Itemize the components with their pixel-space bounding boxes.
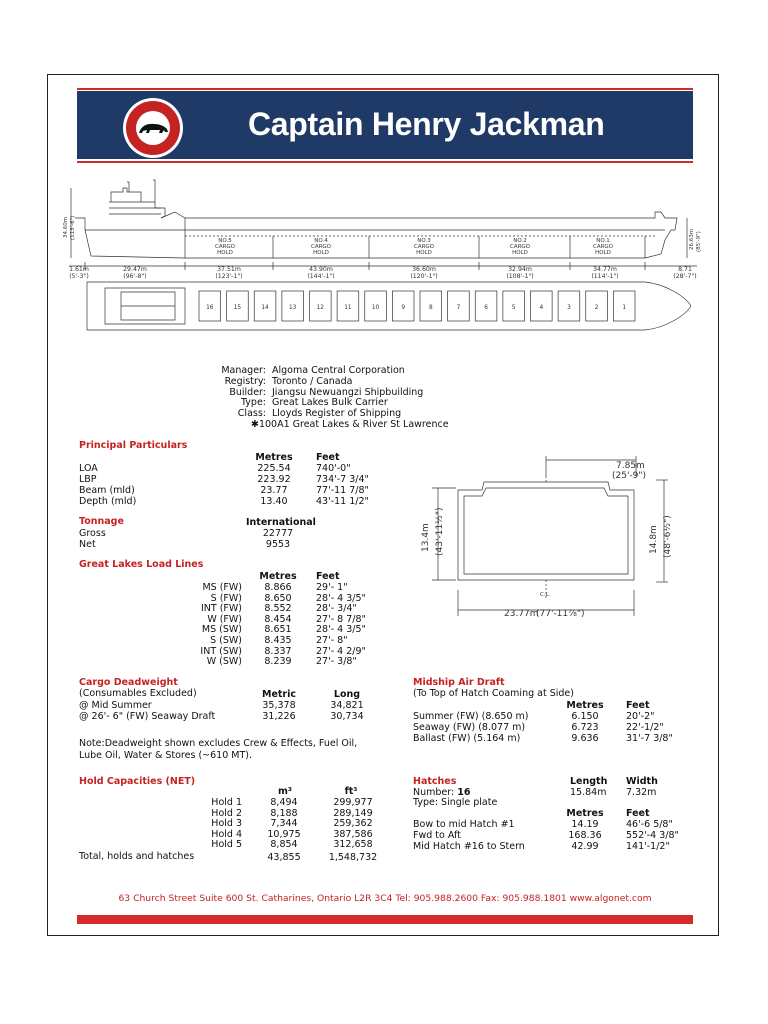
height-left-ft: (113'-6") — [70, 215, 76, 240]
loadline-row-label: INT (SW) — [200, 645, 242, 657]
deadweight-row-metric: 35,378 — [262, 700, 296, 711]
hatch-number: 16 — [206, 305, 214, 311]
loadlines-col-feet: Feet — [316, 571, 340, 582]
hold-row-m3: 8,188 — [270, 807, 298, 819]
tonnage-heading: Tonnage — [79, 516, 124, 527]
dim-5: 32.94m — [508, 266, 532, 273]
holds-heading: Hold Capacities (NET) — [79, 776, 196, 787]
hatch-number: 1 — [622, 305, 627, 311]
hatches-col-feet: Feet — [626, 808, 650, 819]
airdraft-heading: Midship Air Draft — [413, 677, 505, 688]
hold-row-m3: 8,494 — [270, 797, 298, 808]
manager-value: Algoma Central Corporation — [272, 365, 405, 376]
hatch-row-feet: 46'-6 5/8" — [626, 819, 673, 830]
deadweight-col-metric: Metric — [261, 689, 296, 700]
hold-row-ft3: 299,977 — [333, 797, 373, 808]
airdraft-col-metres: Metres — [566, 700, 604, 711]
hold-row-label: Hold 1 — [211, 797, 242, 808]
hold-row-label: Hold 2 — [211, 807, 242, 819]
hatch-number: 12 — [316, 305, 325, 311]
dim-2: 37.51m — [217, 266, 241, 273]
dim-6: 34.77m — [593, 266, 617, 273]
loadline-row-label: MS (FW) — [202, 582, 242, 593]
hold-label-3: NO.3 — [417, 238, 431, 244]
hatches-number-label: Number: — [413, 787, 458, 798]
hold-sub-hold: HOLD — [217, 250, 233, 256]
hold-sub-cargo: CARGO — [413, 244, 435, 250]
hatch-number: 10 — [371, 305, 380, 311]
deadweight-heading: Cargo Deadweight — [79, 677, 178, 688]
airdraft-row-feet: 22'-1/2" — [626, 722, 664, 733]
hold-row-ft3: 259,362 — [333, 818, 373, 830]
hatches-number-value: 16 — [457, 787, 471, 798]
deadweight-row-label: @ 26'- 6" (FW) Seaway Draft — [79, 711, 216, 722]
loadline-row-feet: 28'- 4 3/5" — [316, 624, 366, 636]
hold-row-m3: 8,854 — [270, 839, 298, 851]
hold-sub-cargo: CARGO — [214, 244, 236, 250]
hatch-row-feet: 141'-1/2" — [626, 841, 670, 852]
tonnage-row-label: Gross — [79, 528, 106, 539]
loadline-row-metres: 8.650 — [264, 592, 292, 604]
tonnage-col: International — [246, 517, 316, 528]
type-label: Type: — [240, 397, 266, 408]
dim-2-ft: (123'-1") — [215, 273, 243, 280]
principal-row-label: Beam (mld) — [79, 485, 135, 496]
loadline-row-feet: 27'- 4 2/9" — [316, 645, 366, 657]
loadline-row-feet: 27'- 8 7/8" — [316, 613, 366, 625]
dim-left: 1.61m — [69, 266, 89, 273]
loadline-row-metres: 8.866 — [264, 582, 292, 593]
deadweight-row-long: 30,734 — [330, 711, 364, 722]
hold-sub-hold: HOLD — [595, 250, 611, 256]
dim-5-ft: (108'-1") — [506, 273, 534, 280]
dim-right-ft: (28'-7") — [673, 273, 697, 280]
loadline-row-feet: 27'- 3/8" — [316, 656, 357, 668]
hold-label-5: NO.5 — [218, 238, 232, 244]
section-left: 13.4m — [421, 523, 431, 552]
class-extra: ✱100A1 Great Lakes & River St Lawrence — [251, 419, 449, 430]
midship-section-drawing — [412, 452, 692, 624]
hatches-heading: Hatches — [413, 776, 457, 787]
height-left: 34.60m — [63, 216, 69, 238]
manager-label: Manager: — [221, 365, 266, 376]
loadline-row-feet: 29'- 1" — [316, 582, 348, 593]
loadline-row-label: MS (SW) — [201, 624, 242, 636]
ship-profile-drawing — [65, 178, 701, 338]
principal-row-metres: 225.54 — [257, 463, 291, 474]
hatch-row-feet: 552'-4 3/8" — [626, 830, 679, 841]
hatch-row-metres: 14.19 — [571, 819, 599, 830]
hold-sub-hold: HOLD — [416, 250, 432, 256]
dim-3-ft: (144'-1") — [307, 273, 335, 280]
hatches-width: 7.32m — [626, 787, 657, 798]
banner-bottom-rule — [77, 161, 693, 163]
hatch-number: 2 — [594, 305, 599, 311]
hatch-row-metres: 42.99 — [571, 841, 599, 852]
footer-address: 63 Church Street Suite 600 St. Catharines, Ontario L2R 3C4 Tel: 905.988.2600 Fax: 905.988.1801 www.algonet.com — [118, 893, 652, 904]
loadline-row-metres: 8.454 — [264, 613, 292, 625]
hatch-row-label: Mid Hatch #16 to Stern — [413, 841, 525, 852]
class-label: Class: — [237, 408, 266, 419]
tonnage-row-label: Net — [79, 539, 96, 550]
principal-row-metres: 13.40 — [260, 496, 288, 507]
principal-row-metres: 223.92 — [257, 474, 291, 485]
hold-sub-cargo: CARGO — [310, 244, 332, 250]
loadline-row-metres: 8.239 — [264, 656, 292, 668]
airdraft-row-feet: 31'-7 3/8" — [626, 733, 673, 744]
dim-left-ft: (5'-3") — [69, 273, 89, 280]
hold-row-ft3: 289,149 — [333, 807, 373, 819]
principal-col-feet: Feet — [316, 452, 340, 463]
principal-row-feet: 77'-11 7/8" — [316, 485, 369, 496]
hatch-number: 15 — [233, 305, 242, 311]
section-left-ft: (43'-11½") — [435, 507, 445, 556]
hatch-number: 11 — [344, 305, 352, 311]
section-right: 14.8m — [649, 525, 659, 554]
loadline-row-label: W (SW) — [206, 656, 242, 668]
airdraft-sub: (To Top of Hatch Coaming at Side) — [413, 688, 574, 699]
loadline-row-label: S (FW) — [210, 592, 242, 604]
height-right-ft: (85'-9") — [696, 231, 702, 252]
hold-sub-cargo: CARGO — [509, 244, 531, 250]
loadline-row-metres: 8.552 — [264, 603, 292, 615]
hold-sub-hold: HOLD — [313, 250, 329, 256]
loadline-row-label: W (FW) — [207, 613, 242, 625]
hatch-row-label: Fwd to Aft — [413, 830, 461, 841]
registry-label: Registry: — [224, 376, 266, 387]
deadweight-note-2: Lube Oil, Water & Stores (~610 MT). — [79, 750, 252, 761]
section-top: 7.85m — [616, 461, 645, 471]
type-value: Great Lakes Bulk Carrier — [272, 397, 388, 408]
page-title: Captain Henry Jackman — [248, 106, 605, 142]
principal-row-metres: 23.77 — [260, 485, 288, 496]
dim-6-ft: (114'-1") — [591, 273, 619, 280]
hold-row-m3: 10,975 — [267, 828, 301, 840]
principal-row-label: LOA — [79, 463, 98, 474]
hold-label-2: NO.2 — [513, 238, 527, 244]
airdraft-row-feet: 20'-2" — [626, 711, 655, 722]
principal-row-label: Depth (mld) — [79, 496, 137, 507]
principal-heading: Principal Particulars — [79, 440, 188, 451]
builder-value: Jiangsu Newuangzi Shipbuilding — [272, 387, 424, 398]
airdraft-row-label: Ballast (FW) (5.164 m) — [413, 733, 521, 744]
class-value: Lloyds Register of Shipping — [272, 408, 402, 419]
registry-value: Toronto / Canada — [272, 376, 353, 387]
hatch-row-label: Bow to mid Hatch #1 — [413, 819, 515, 830]
dim-1: 29.47m — [123, 266, 147, 273]
dim-1-ft: (96'-8") — [123, 273, 147, 280]
section-bottom: 23.77m — [504, 609, 539, 619]
hatch-number: 6 — [484, 305, 488, 311]
airdraft-row-label: Seaway (FW) (8.077 m) — [413, 722, 526, 733]
hatches-col-metres: Metres — [566, 808, 604, 819]
banner-top-rule — [77, 88, 693, 90]
loadline-row-metres: 8.651 — [264, 624, 292, 636]
airdraft-row-metres: 9.636 — [571, 733, 599, 744]
holds-total-ft3: 1,548,732 — [328, 852, 378, 863]
hold-row-ft3: 387,586 — [333, 828, 373, 840]
loadline-row-feet: 28'- 3/4" — [316, 603, 357, 615]
dim-4-ft: (120'-1") — [410, 273, 438, 280]
tonnage-row-value: 9553 — [265, 539, 291, 550]
hold-row-m3: 7,344 — [270, 818, 298, 830]
airdraft-row-metres: 6.150 — [571, 711, 599, 722]
hold-sub-hold: HOLD — [512, 250, 528, 256]
hold-sub-cargo: CARGO — [592, 244, 614, 250]
hatch-number: 5 — [511, 305, 516, 311]
loadline-row-label: S (SW) — [210, 635, 242, 646]
deadweight-sub: (Consumables Excluded) — [79, 688, 197, 699]
deadweight-row-long: 34,821 — [330, 700, 364, 711]
hold-row-label: Hold 3 — [211, 818, 242, 830]
principal-row-feet: 740'-0" — [316, 463, 351, 474]
section-right-ft: (48'-6½") — [663, 515, 673, 558]
airdraft-row-label: Summer (FW) (8.650 m) — [413, 711, 529, 722]
airdraft-col-feet: Feet — [626, 700, 650, 711]
loadline-row-label: INT (FW) — [200, 603, 242, 615]
hatch-number: 9 — [401, 305, 406, 311]
section-top-ft: (25'-9") — [612, 471, 647, 481]
tonnage-row-value: 22777 — [262, 528, 294, 539]
dim-3: 43.90m — [309, 266, 333, 273]
footer-rule — [77, 915, 693, 924]
loadlines-col-metres: Metres — [259, 571, 297, 582]
loadlines-heading: Great Lakes Load Lines — [79, 559, 204, 570]
hatch-number: 13 — [288, 305, 297, 311]
hatch-row-metres: 168.36 — [568, 830, 602, 841]
deadweight-note-1: Note:Deadweight shown excludes Crew & Effects, Fuel Oil, — [79, 738, 358, 749]
principal-row-feet: 734'-7 3/4" — [316, 474, 369, 485]
loadline-row-metres: 8.435 — [264, 635, 292, 646]
hold-row-ft3: 312,658 — [333, 839, 373, 851]
hatches-length: 15.84m — [570, 787, 607, 798]
hold-label-4: NO.4 — [314, 238, 328, 244]
hatches-type: Type: Single plate — [413, 797, 498, 808]
hatch-number: 14 — [261, 305, 269, 311]
hatches-col-width: Width — [626, 776, 658, 787]
builder-label: Builder: — [229, 387, 266, 398]
principal-row-label: LBP — [79, 474, 97, 485]
airdraft-row-metres: 6.723 — [571, 722, 599, 733]
hold-label-1: NO.1 — [596, 238, 610, 244]
loadline-row-metres: 8.337 — [264, 645, 292, 657]
deadweight-row-label: @ Mid Summer — [79, 700, 152, 711]
dim-right: 8.71 — [678, 266, 692, 273]
section-cl: C.L. — [540, 592, 551, 598]
hold-row-label: Hold 4 — [211, 828, 242, 840]
hatch-number: 8 — [428, 305, 433, 311]
loadline-row-feet: 27'- 8" — [316, 635, 348, 646]
loadline-row-feet: 28'- 4 3/5" — [316, 592, 366, 604]
hatch-number: 4 — [539, 305, 544, 311]
holds-col-ft3: ft³ — [344, 786, 358, 797]
holds-col-m3: m³ — [277, 786, 293, 797]
hatches-col-length: Length — [570, 776, 608, 787]
holds-total-label: Total, holds and hatches — [79, 851, 195, 862]
deadweight-row-metric: 31,226 — [262, 711, 296, 722]
hold-row-label: Hold 5 — [211, 839, 242, 851]
hatch-number: 7 — [456, 305, 461, 311]
holds-total-m3: 43,855 — [267, 852, 301, 863]
principal-col-metres: Metres — [255, 452, 293, 463]
dim-4: 36.60m — [412, 266, 436, 273]
hatch-number: 3 — [567, 305, 571, 311]
principal-row-feet: 43'-11 1/2" — [316, 496, 369, 507]
algoma-logo — [114, 97, 192, 159]
height-right: 26.63m — [689, 228, 695, 250]
deadweight-col-long: Long — [333, 689, 361, 700]
section-bottom-ft: (77'-11⅞") — [536, 609, 585, 619]
